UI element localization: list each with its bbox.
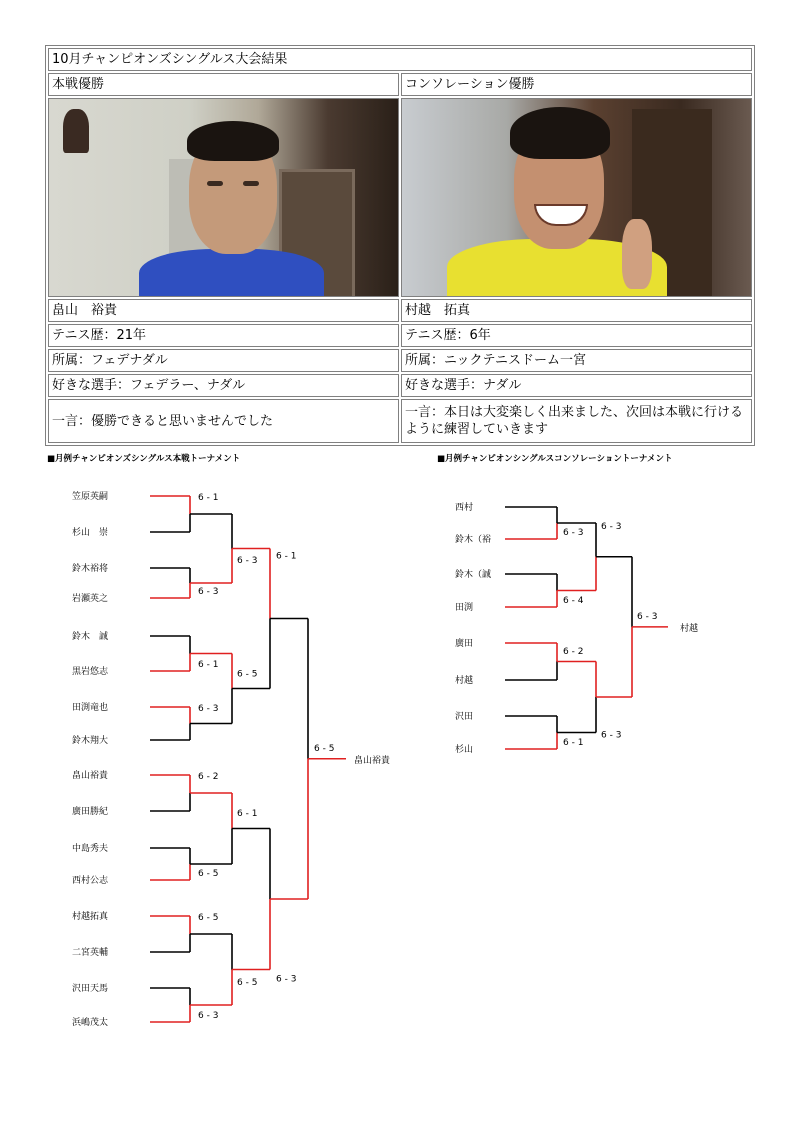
cons-r1-score: 6 - 2 <box>563 647 584 657</box>
main-final-score: 6 - 5 <box>314 743 335 754</box>
player-name: 沢田天馬 <box>72 984 109 994</box>
main-r1-score: 6 - 5 <box>198 913 219 923</box>
consolation-winner-name: 村越 拓真 <box>401 299 752 322</box>
main-r1-score: 6 - 3 <box>198 704 219 714</box>
player-name: 田渕竜也 <box>72 703 109 713</box>
main-winner-career: テニス歴：21年 <box>48 324 399 347</box>
player-name: 鈴木翔大 <box>72 736 109 746</box>
player-name: 笠原英嗣 <box>72 492 109 502</box>
player-name: 鈴木 誠 <box>72 632 109 642</box>
main-winner-favorite: 好きな選手：フェデラー、ナダル <box>48 374 399 397</box>
main-winner-comment: 一言：優勝できると思いませんでした <box>48 399 399 443</box>
player-name: 鈴木（誠 <box>455 570 492 580</box>
cons-r2-score: 6 - 3 <box>601 730 622 741</box>
player-name: 岩瀬英之 <box>72 594 109 604</box>
main-winner-affiliation: 所属：フェデナダル <box>48 349 399 372</box>
player-name: 鈴木裕将 <box>72 564 109 574</box>
main-r2-score: 6 - 1 <box>237 809 258 819</box>
cons-r1-score: 6 - 1 <box>563 738 584 748</box>
main-r1-score: 6 - 1 <box>198 493 219 503</box>
main-r1-score: 6 - 1 <box>198 660 219 670</box>
cons-r1-score: 6 - 3 <box>563 528 584 538</box>
main-winner-name: 畠山 裕貴 <box>48 299 399 322</box>
player-name: 村越 <box>455 676 474 686</box>
page-title: 10月チャンピオンズシングルス大会結果 <box>48 48 752 71</box>
main-r2-score: 6 - 5 <box>237 978 258 988</box>
player-name: 廣田 <box>455 639 474 649</box>
player-name: 畠山裕貴 <box>72 771 109 781</box>
main-bracket-title: ■月例チャンピオンズシングルス本戦トーナメント <box>47 454 241 464</box>
player-name: 廣田勝紀 <box>72 807 109 817</box>
main-r3-score: 6 - 3 <box>276 974 297 985</box>
player-name: 杉山 <box>455 745 474 755</box>
player-name: 田渕 <box>455 603 474 613</box>
main-r1-score: 6 - 3 <box>198 1011 219 1021</box>
cons-champion: 村越 <box>680 623 699 634</box>
main-r1-score: 6 - 3 <box>198 587 219 597</box>
main-r1-score: 6 - 2 <box>198 772 219 782</box>
player-name: 二宮英輔 <box>72 948 109 958</box>
main-r2-score: 6 - 5 <box>237 669 258 680</box>
main-r2-score: 6 - 3 <box>237 556 258 566</box>
main-r3-score: 6 - 1 <box>276 551 297 562</box>
player-name: 西村公志 <box>72 876 109 886</box>
consolation-winner-affiliation: 所属：ニックテニスドーム一宮 <box>401 349 752 372</box>
consolation-winner-career: テニス歴：6年 <box>401 324 752 347</box>
player-name: 杉山 崇 <box>72 528 109 538</box>
player-name: 中島秀夫 <box>72 844 109 854</box>
consolation-winner-comment: 一言：本日は大変楽しく出来ました、次回は本戦に行けるように練習していきます <box>401 399 752 443</box>
main-champion: 畠山裕貴 <box>354 755 391 766</box>
player-name: 浜嶋茂太 <box>72 1018 109 1028</box>
main-winner-heading: 本戦優勝 <box>48 73 399 96</box>
player-name: 西村 <box>455 503 474 513</box>
cons-r2-score: 6 - 3 <box>601 522 622 532</box>
player-name: 鈴木（裕 <box>455 535 492 545</box>
main-r1-score: 6 - 5 <box>198 869 219 879</box>
player-name: 村越拓真 <box>72 912 109 922</box>
cons-r1-score: 6 - 4 <box>563 596 584 606</box>
cons-final-score: 6 - 3 <box>637 611 658 622</box>
player-name: 黒岩悠志 <box>72 667 109 677</box>
player-name: 沢田 <box>455 712 474 722</box>
consolation-bracket-title: ■月例チャンピオンシングルスコンソレーショントーナメント <box>437 454 673 464</box>
consolation-winner-favorite: 好きな選手：ナダル <box>401 374 752 397</box>
consolation-winner-heading: コンソレーション優勝 <box>401 73 752 96</box>
